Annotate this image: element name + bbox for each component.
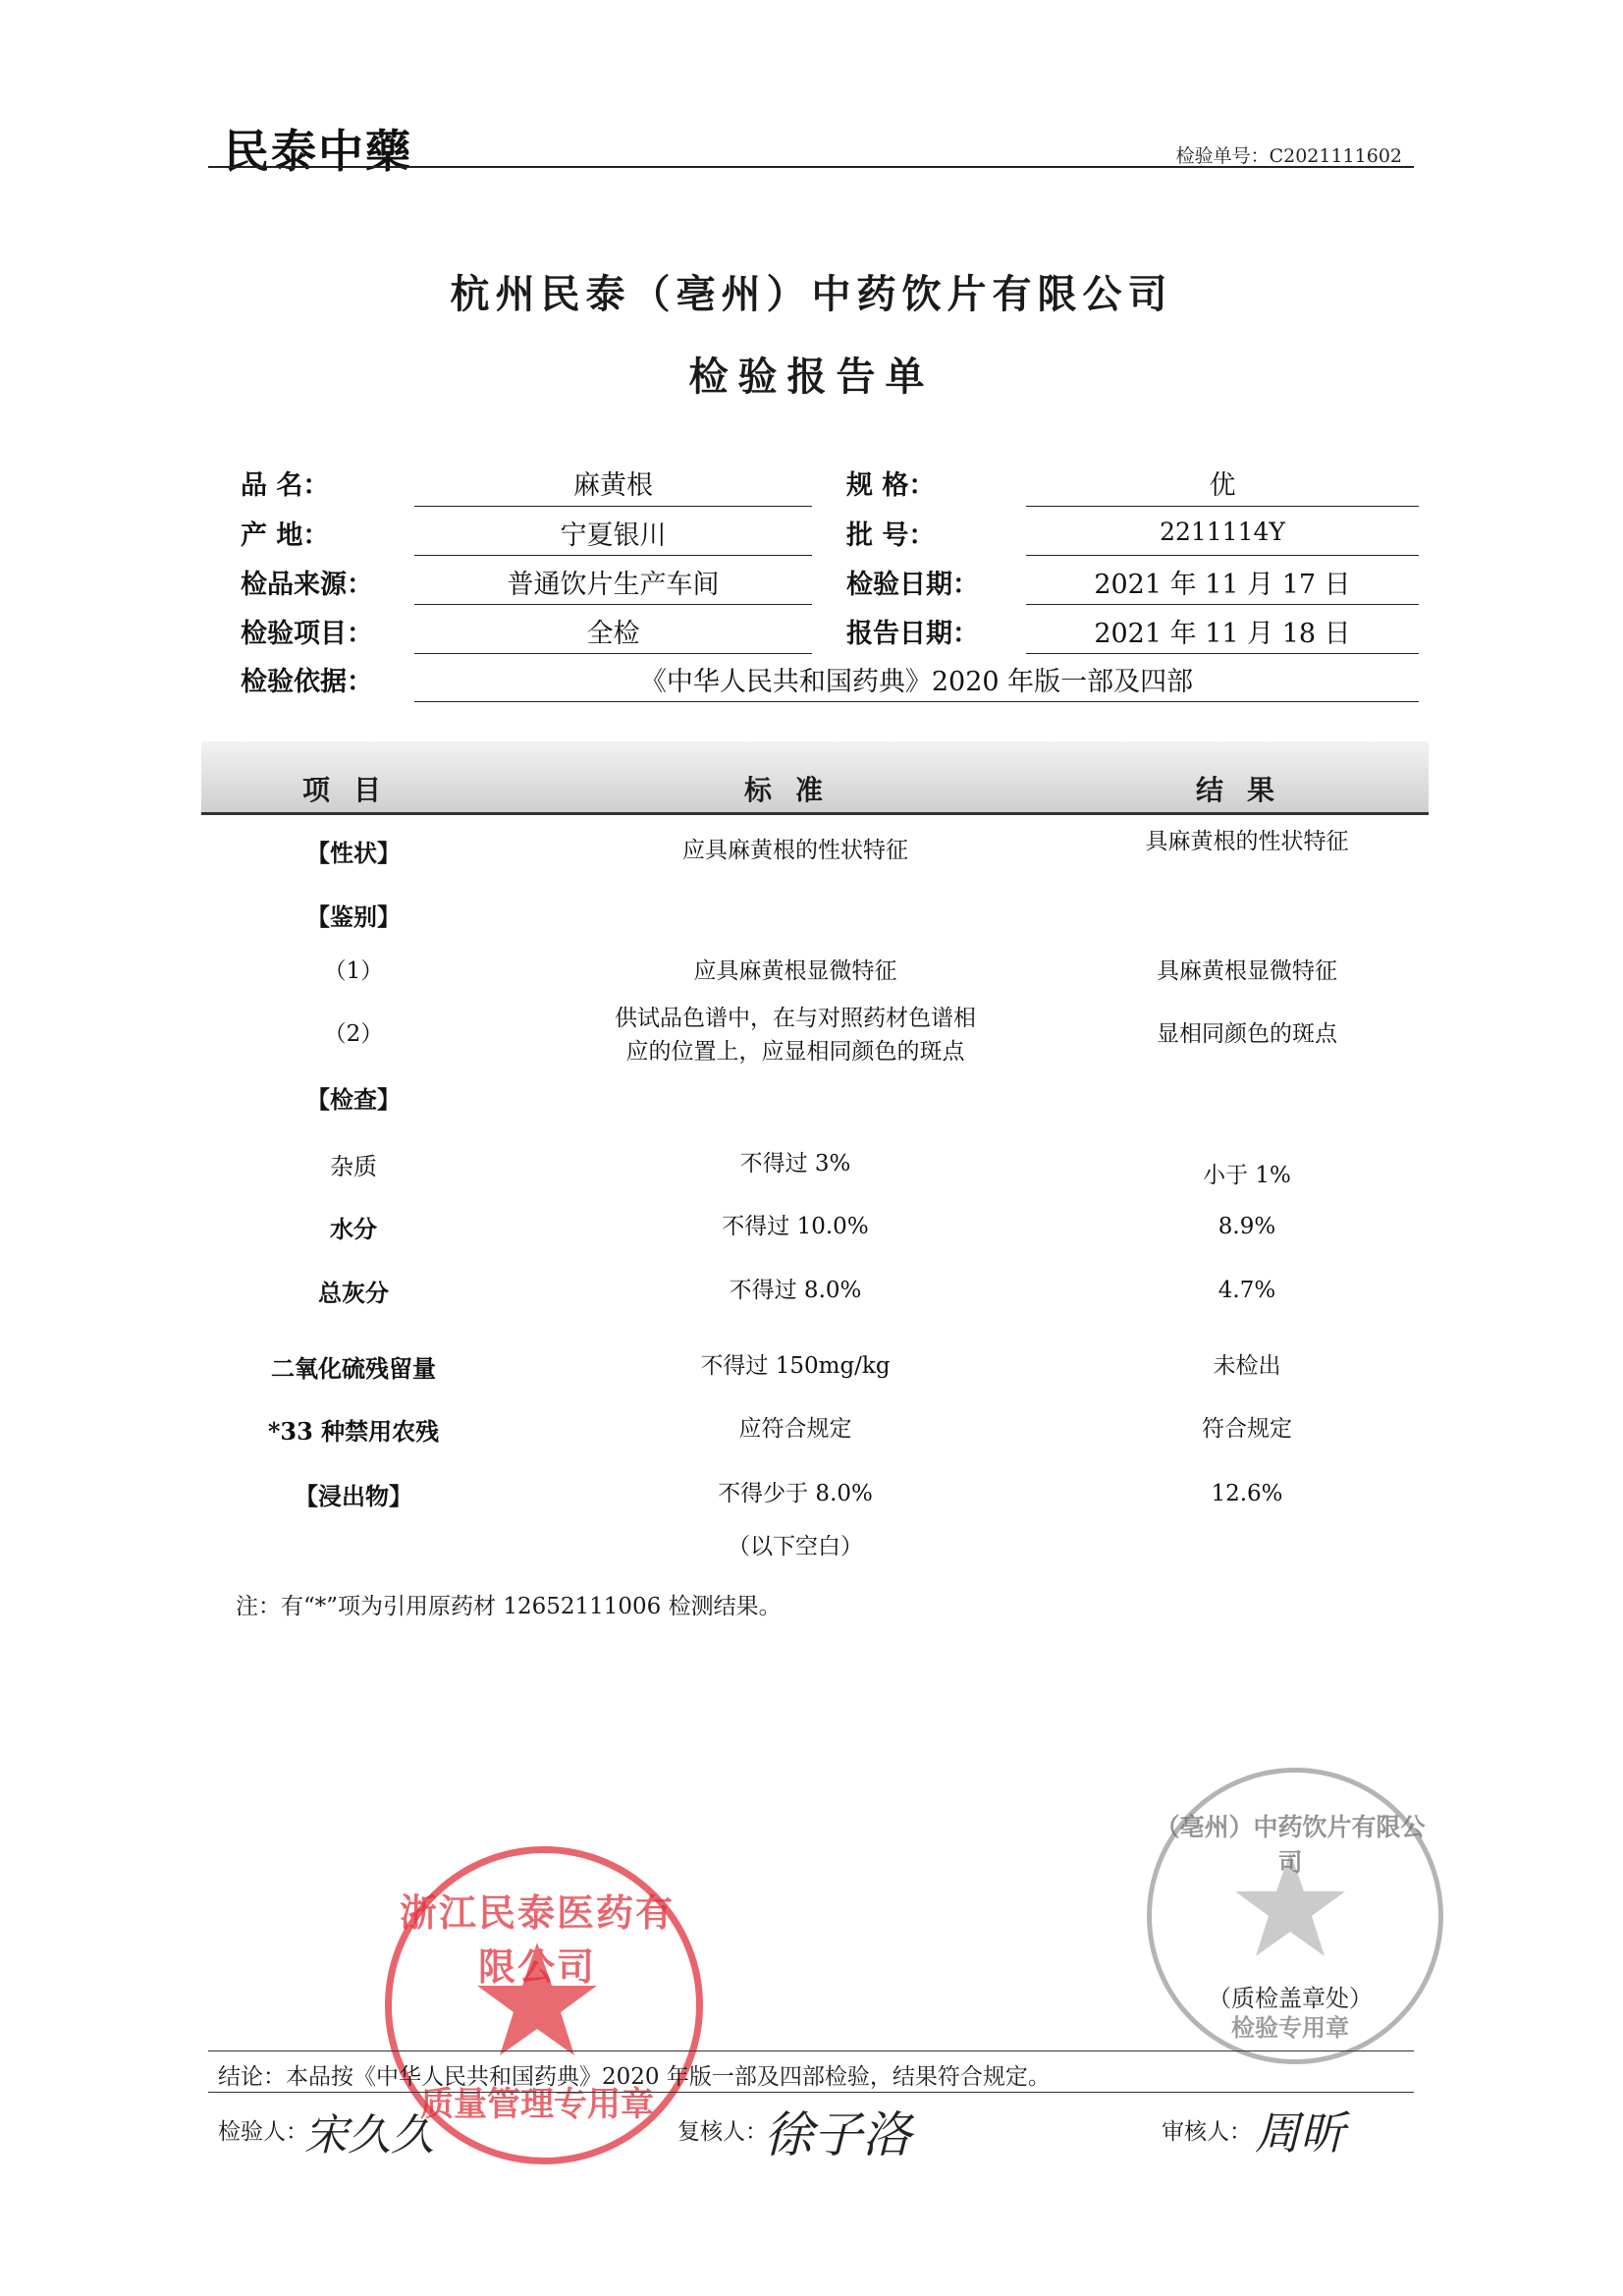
inspect-date-underline: [1026, 604, 1419, 605]
reviewer-signature: 徐子洛: [764, 2106, 911, 2163]
spec-label: 规 格：: [846, 470, 936, 501]
table-cell-result: 8.9%: [1217, 1214, 1276, 1239]
table-cell-standard-line2: 应的位置上，应显相同颜色的斑点: [625, 1039, 965, 1065]
table-cell-result: 具麻黄根的性状特征: [1145, 829, 1349, 854]
table-cell-item: （2）: [323, 1021, 384, 1047]
product-name-underline: [414, 506, 812, 507]
red-seal-subtext: 质量管理专用章: [420, 2085, 654, 2124]
source-underline: [414, 604, 812, 605]
batch-underline: [1026, 555, 1419, 556]
table-cell-item: 【鉴别】: [306, 902, 401, 931]
table-cell-item: 二氧化硫残留量: [271, 1354, 436, 1383]
origin-label: 产 地：: [241, 520, 330, 551]
table-cell-item: （1）: [323, 958, 384, 984]
table-cell-standard: 不得过 150mg/kg: [700, 1353, 891, 1379]
origin-underline: [414, 555, 812, 556]
inspector-signature: 宋久久: [304, 2110, 434, 2160]
inspector-label: 检验人：: [218, 2119, 308, 2145]
batch-label: 批 号：: [846, 520, 936, 551]
table-cell-item: *33 种禁用农残: [267, 1417, 440, 1446]
header-divider: [208, 166, 1414, 168]
column-header-result: 结果: [1195, 774, 1298, 806]
approver-signature: 周昕: [1255, 2106, 1345, 2159]
table-cell-standard: 不得过 8.0%: [729, 1278, 862, 1303]
grey-seal: [1147, 1768, 1443, 2064]
items-label: 检验项目：: [241, 619, 373, 649]
basis-label: 检验依据：: [241, 667, 373, 697]
table-cell-standard: 不得少于 8.0%: [718, 1481, 873, 1506]
company-logo: 民泰中藥: [224, 125, 412, 178]
table-cell-result: 显相同颜色的斑点: [1157, 1021, 1337, 1047]
conclusion-bottom-rule: [208, 2092, 1414, 2093]
report-date-value: 2021 年 11 月 18 日: [1094, 619, 1351, 649]
table-cell-item: 【检查】: [306, 1085, 401, 1114]
table-cell-item: 水分: [330, 1215, 377, 1243]
table-cell-result: 4.7%: [1217, 1278, 1276, 1303]
table-cell-result: 小于 1%: [1203, 1163, 1291, 1188]
table-cell-result: 具麻黄根显微特征: [1157, 958, 1337, 984]
report-number: [1176, 141, 1402, 168]
report-date-underline: [1026, 653, 1419, 654]
table-cell-standard: 应具麻黄根显微特征: [693, 958, 897, 984]
grey-seal-subtext: 检验专用章: [1231, 2014, 1349, 2042]
items-value: 全检: [586, 619, 640, 649]
grey-seal-placeholder: （质检盖章处）: [1208, 1985, 1373, 2012]
product-name-value: 麻黄根: [573, 470, 653, 501]
spec-value: 优: [1209, 470, 1236, 501]
table-cell-result: 符合规定: [1202, 1416, 1292, 1442]
spec-underline: [1026, 506, 1419, 507]
table-cell-standard-line1: 供试品色谱中，在与对照药材色谱相: [615, 1006, 976, 1031]
source-label: 检品来源：: [241, 570, 373, 600]
items-underline: [414, 653, 812, 654]
table-cell-result: 12.6%: [1211, 1481, 1283, 1506]
basis-value: 《中华人民共和国药典》2020 年版一部及四部: [639, 667, 1194, 697]
origin-value: 宁夏银川: [560, 520, 667, 551]
table-cell-standard: 不得过 3%: [739, 1151, 851, 1176]
table-cell-result: 未检出: [1213, 1353, 1281, 1379]
column-header-item: 项目: [301, 774, 405, 806]
grey-seal-text: （亳州）中药饮片有限公司: [1155, 1813, 1426, 1877]
column-header-standard: 标准: [743, 774, 846, 806]
table-cell-item: 【性状】: [306, 839, 401, 867]
report-title: 检验报告单: [688, 354, 935, 400]
inspect-date-value: 2021 年 11 月 17 日: [1094, 570, 1351, 600]
table-end-mark: （以下空白）: [728, 1534, 863, 1559]
report-number-value: C2021111602: [1269, 145, 1402, 167]
company-name: 杭州民泰（亳州）中药饮片有限公司: [450, 271, 1173, 317]
footnote: 注：有“*”项为引用原药材 12652111006 检测结果。: [236, 1594, 782, 1619]
reviewer-label: 复核人：: [677, 2119, 768, 2145]
report-number-label: 检验单号：: [1175, 145, 1270, 167]
table-cell-standard: 应具麻黄根的性状特征: [682, 838, 908, 863]
red-seal-text: 浙江民泰医药有限公司: [399, 1891, 675, 1989]
table-cell-standard: 不得过 10.0%: [722, 1214, 869, 1239]
approver-label: 审核人：: [1162, 2119, 1252, 2145]
basis-underline: [414, 701, 1419, 702]
table-cell-item: 杂质: [330, 1153, 377, 1180]
table-cell-item: 【浸出物】: [295, 1482, 412, 1510]
conclusion: 结论：本品按《中华人民共和国药典》2020 年版一部及四部检验，结果符合规定。: [218, 2064, 1051, 2090]
batch-value: 2211114Y: [1160, 518, 1285, 546]
conclusion-top-rule: [208, 2050, 1414, 2051]
report-date-label: 报告日期：: [846, 619, 979, 649]
table-cell-standard: 应符合规定: [738, 1416, 852, 1442]
table-cell-item: 总灰分: [318, 1279, 389, 1307]
product-name-label: 品 名：: [241, 470, 330, 501]
inspect-date-label: 检验日期：: [846, 570, 979, 600]
source-value: 普通饮片生产车间: [507, 570, 720, 600]
